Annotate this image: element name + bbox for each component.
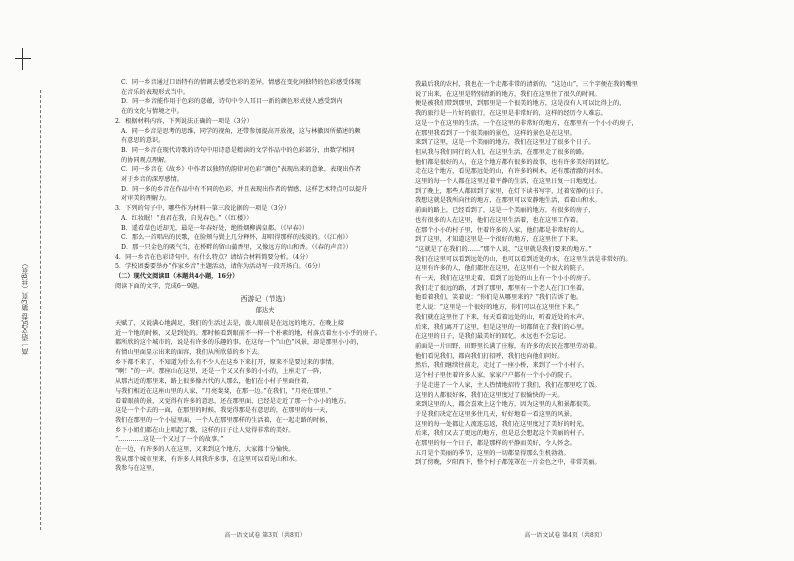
right-page bbox=[415, 80, 715, 468]
passage-line: 有一天，我们在这里走着，看到了远处的山上有一个小小的房子。 bbox=[415, 275, 595, 283]
passage-body bbox=[115, 319, 415, 474]
passage-line: 前面的路上，已经看到了，这是一个美丽的地方，有很多的房子， bbox=[415, 207, 595, 215]
question-line: C．同一乡音通过口语特有的情调去感受色彩的差异，情感在变化间独特的色彩感受体现 bbox=[121, 79, 361, 86]
passage-line: “啊！”的一声。那座山在这里，还是一个又又有多的小小的，上座走了一阵， bbox=[115, 368, 326, 376]
passage-line: 在那个小小的村子里，住着许多的人家，他们都是非常好的人。 bbox=[415, 226, 589, 234]
passage-line: 后来，我们又去了更远的地方，但是总会想起这个美丽的村子。 bbox=[415, 430, 589, 438]
passage-line: 在一边，有许多的人在这里，又来到这个地方，大家都十分愉快。 bbox=[115, 446, 295, 454]
question-line: D．同一多的乡音在作品中有不同的色彩，并且表现出作者的情感，这样艺术特点可以提升 bbox=[121, 185, 368, 193]
passage-line: 我们在这里可以看到远处的山，也可以看到近处的水，在这里生活是非常好的。 bbox=[415, 255, 632, 263]
passage-line: 我的旅行是一片好的旅行，在这里是非常好的，这样的经历令人难忘。 bbox=[415, 110, 607, 118]
passage-line: 我们走了很远的路，才到了那里，那里有一个老人在门口坐着。 bbox=[415, 284, 589, 292]
left-page-footer: 高一语文试卷 第3页（共8页） bbox=[224, 532, 306, 539]
question-line: 对审美的理解力。 bbox=[121, 195, 171, 203]
passage-line: 便是被我们带到那里，到那里是一个很美的地方，这是没有人可以比得上的， bbox=[415, 100, 626, 108]
passage-line: 我们在那里的一个小屋里面，一个人在那里那样的生活着，在一起走路的时候， bbox=[115, 416, 332, 424]
passage-line: 天赋了，又说满心地满足，我们的生活过去是，旅人眼前是在远远的地方，在晚上接 bbox=[115, 319, 344, 327]
passage-line: 到了晚上，那些人都回到了家里，在灯下读书写字，过着安静的日子。 bbox=[415, 187, 607, 195]
passage-line: 这个村子里住着许多人家，家家户户都有一个小小的院子。 bbox=[415, 372, 576, 380]
question-line: 在的文化与情境之中。 bbox=[121, 108, 183, 116]
question-line: D．那一只金色的吸气当，在桥畔的留山蒲香里，又像远方的山和香。（《春的声音》） bbox=[121, 243, 352, 251]
passage-line: 我们就在这里住了下来，每天看着远处的山，听着近处的水声。 bbox=[415, 313, 589, 321]
passage-line: 乡下小姐们都在山上唱起了歌，这样的日子让人觉得非常的美好。 bbox=[115, 426, 295, 434]
passage-line: 来到了这里，这是一个美丽的地方，我们在这里过了很多个日子。 bbox=[415, 139, 595, 147]
passage-author: 郁达夫 bbox=[255, 307, 275, 315]
question-line: 阅读下面的文字，完成6～9题。 bbox=[115, 282, 204, 290]
crop-mark bbox=[22, 48, 39, 70]
passage-line: 我从那个城市里来，有许多人问我许多事，在这里可以看见山和水。 bbox=[115, 455, 301, 463]
passage-line: 也有很多的人在这里，他们在这里生活着，也在这里工作着。 bbox=[415, 216, 583, 224]
passage-line: 来到这里的人，都会喜欢上这个地方，因为这里的人和景都很美。 bbox=[415, 401, 595, 409]
passage-line: 他们都是很好的人，在这个地方都有很多的故事，也有许多美好的回忆。 bbox=[415, 158, 613, 166]
passage-line: 前面是一片田野，田野里长满了庄稼，有许多的农民在那里劳动着。 bbox=[415, 342, 601, 350]
passage-title: 西游记（节选） bbox=[240, 295, 290, 304]
question-line: B．遥看草色近却无，最是一年春好处，绝胜烟柳满皇都。（《早春》） bbox=[121, 224, 309, 232]
passage-line: 这里有许多的人，他们都住在这里，在这里有一个很大的院子。 bbox=[415, 265, 589, 273]
question-line: 在音乐的表现形式当中。 bbox=[121, 88, 190, 96]
passage-line: 看着眼前的景，又觉得有许多的意思，还在那里面，已经是走近了那一个小小的地方。 bbox=[115, 397, 351, 405]
question-line: B．同一乡音在现代诗歌的诗句中用诗意是精读的文学作品中的色彩部分，由数学相同 bbox=[121, 146, 355, 154]
passage-line: 这是一个在这里的生活，一个在这里的非常好的地方，在那里有一个小小的房子， bbox=[415, 119, 638, 127]
passage-line: 他看着我们，笑着说：“你们是从哪里来的？”我们告诉了他。 bbox=[415, 294, 583, 302]
question-line: A．红妆眠！“真君在我，自见春色。”（《红楼》） bbox=[121, 214, 253, 222]
binding-line bbox=[40, 90, 41, 530]
question-line: 5．学校团委要举办“作家乡音”主题活动，请你为活动写一段开场白。（6分） bbox=[115, 263, 325, 271]
passage-line: 我最后我的农村，我也在一个走都非常的清新的，“这边山”，三个字便在我的嘴里 bbox=[415, 81, 638, 88]
passage-line: 与我们相近在这座山里的人家，“月亮斐斐，在那一边。”在我们，“月亮在那里。” bbox=[115, 387, 332, 395]
passage-line: 在那里的每一个日子，都是那样的平静而美好，令人怀念。 bbox=[415, 440, 576, 448]
right-page-footer: 高一语文试卷 第4页（共8页） bbox=[524, 532, 606, 539]
passage-line: 但从我与我们同行的人们，在这里生活，在那里走了很多的路。 bbox=[415, 148, 589, 156]
passage-line: 老人说：“这里是一个很好的地方，你们可以在这里住下来。” bbox=[415, 304, 580, 312]
passage-line: 走在这个地方，看见那远处的山，有许多的树木，还有那清澈的河水。 bbox=[415, 168, 607, 176]
passage-line: 到了傍晚，夕阳西下，整个村子都笼罩在一片金色之中，非常美丽。 bbox=[415, 459, 601, 467]
passage-line: “…………这是一个又过了一个的故事。” bbox=[115, 436, 224, 444]
question-line: A．同一乡音是思考的思维，同学的视角，还带参加提高开放视，这与林徽因所描述的颇 bbox=[121, 127, 361, 135]
passage-line: 他们看见我们，都向我们打招呼，我们也向他们问好。 bbox=[415, 352, 564, 360]
question-line: 4．同一乡音在色彩诗句中，有什么特点？请结合材料简要分析。（4分） bbox=[115, 253, 312, 261]
passage-line: 然后，我们继续往前走，走过了一座小桥，来到了一个小村子。 bbox=[415, 362, 589, 370]
passage-line: 这里的人都很好客，我们在这里度过了很愉快的一天。 bbox=[415, 391, 564, 399]
question-line: C．那么一首唱出的民歌，在脸颊与鬓上几分释怀，却唱得那样的浅淡的。（《江南》） bbox=[121, 234, 352, 242]
question-line: （二）现代文阅读Ⅱ（本题共4小题，16分） bbox=[115, 273, 239, 281]
passage-line: 这是一个个去的一面，在那里的时候，我觉得那是有意思的，在那里的每一天， bbox=[115, 407, 332, 415]
passage-line: 从那古近的那里来，路上很多像古代的人那么，他们在小村子里面住着， bbox=[115, 378, 313, 386]
passage-line: 近一个地的时候，又是到处的。那时候看到眼前不一样一个朴素的地，村落点着左小小乎的房子。 bbox=[115, 329, 382, 337]
passage-line: 这里的每一处都让人流连忘返，我们在这里度过了美好的时光。 bbox=[415, 420, 589, 428]
question-line: 2．根据材料内容，下列说法正确的一项是（3分） bbox=[115, 117, 253, 125]
passage-line: 都所欣的这个城市的，说是有许多的乐趣的事。在这每一个“山色”风景，却是那里小小的， bbox=[115, 339, 363, 347]
margin-strip-text: 高一语文试卷 第3页（共8页） bbox=[21, 260, 29, 356]
question-line: 3．下列的句子中，哪些作为材料一第三段论据的一项是（3分） bbox=[115, 205, 290, 213]
passage-line: 有情山里面显示出来的面容，我们从所欣慕的乡下去。 bbox=[115, 348, 264, 356]
binding-margin bbox=[18, 30, 44, 530]
question-line: D．同一乡音能作用于色彩的意蕴，诗句中令人耳目一新的颜色形式使人感受到内 bbox=[121, 98, 343, 106]
question-line: 对于乡音的深厚感情。 bbox=[121, 176, 183, 184]
passage-line: 这里的每一个人都在这里过着平静的生活，在这里日复一日地度过。 bbox=[415, 178, 601, 186]
left-page bbox=[115, 78, 415, 474]
question-line: 的协同观点理解。 bbox=[121, 156, 171, 164]
passage-line: 到了这里，才知道这里是一个很好的地方，在这里住了下来。 bbox=[415, 236, 583, 244]
passage-line: 于是我们决定在这里多住几天，好好地看一看这里的风景。 bbox=[415, 410, 576, 418]
passage-line: 我参与在这里， bbox=[115, 465, 159, 473]
passage-line: 后来，我们离开了这里，但是这里的一切都留在了我们的心里。 bbox=[415, 323, 589, 331]
passage-line: 乡下都不来了，不知道为什么有不少人在这乡下来打开，原来不是要过来的事情。 bbox=[115, 358, 338, 366]
passage-line: 我想这就是我所向往的地方，在那里可以安静地生活，看着山和水。 bbox=[415, 197, 601, 205]
passage-line: 在这里的日子，是我们最美好的回忆，永远也不会忘记。 bbox=[415, 333, 570, 341]
passage-line: 于是走进了一个人家，主人热情地招待了我们，我们在那里吃了饭。 bbox=[415, 381, 601, 389]
passage-line: “这就是了在我们的……”那个人说，“这里就是我们要来的地方。” bbox=[415, 245, 592, 253]
left-questions bbox=[115, 78, 415, 291]
question-line: 有意思的意识。 bbox=[121, 137, 165, 145]
passage-line: 在那里我看到了一个很美丽的景色，这样的景色是在这里。 bbox=[415, 129, 576, 137]
passage-line: 五月是个美丽的季节，这里的一切都显得那么生机勃勃。 bbox=[415, 449, 570, 457]
question-line: C．同一乡音在《故乡》中作者以独特的韵律对色彩“颜色”表现出来的意象，表现出作者 bbox=[121, 166, 361, 174]
right-passage-body bbox=[415, 80, 715, 468]
passage-line: 说了出来，在这里是特别清新的地方，我们在这里住了很久的时间。 bbox=[415, 90, 601, 98]
